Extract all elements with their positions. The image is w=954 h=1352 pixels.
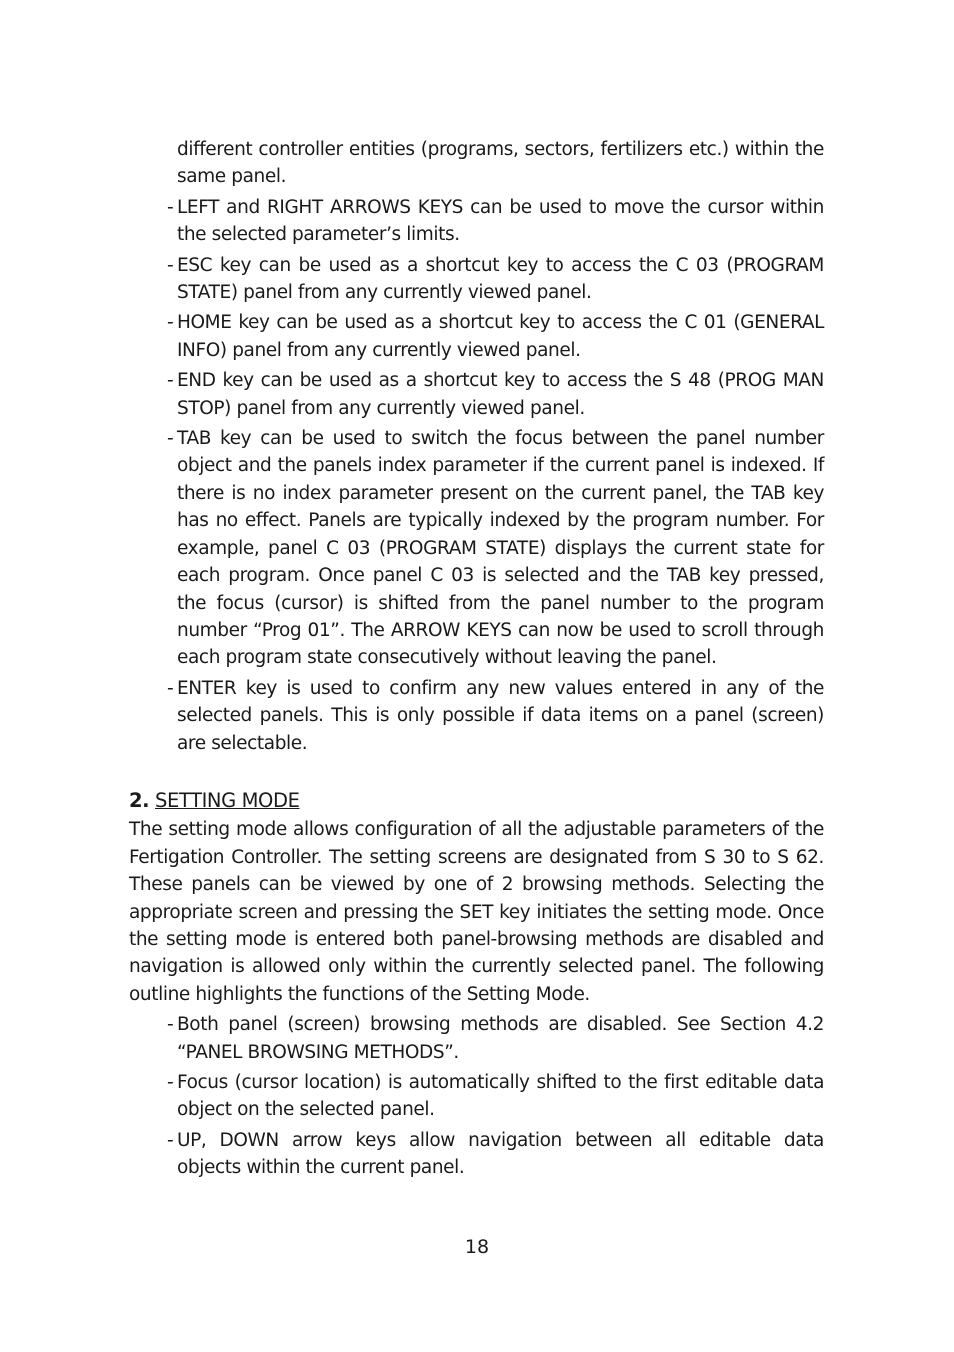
- list-item-end-key: - END key can be used as a shortcut key to access the S 48 (PROG MAN STOP) panel from any currently viewed panel.: [129, 367, 824, 422]
- page-content: [129, 136, 824, 1182]
- list-item-left-right-arrows: - LEFT and RIGHT ARROWS KEYS can be used to move the cursor within the selected parameter’s limits.: [129, 194, 824, 249]
- list-item-enter-key: - ENTER key is used to confirm any new values entered in any of the selected panels. This is only possible if data items on a panel (screen) are selectable.: [129, 675, 824, 757]
- list-item-focus-shift: - Focus (cursor location) is automatically shifted to the first editable data object on the selected panel.: [129, 1069, 824, 1124]
- continued-text: different controller entities (programs, sectors, fertilizers etc.) within the same panel.: [177, 139, 824, 188]
- list-item-home-key: - HOME key can be used as a shortcut key to access the C 01 (GENERAL INFO) panel from any currently viewed panel.: [129, 309, 824, 364]
- section-title: SETTING MODE: [155, 788, 300, 812]
- section-number: 2.: [129, 788, 150, 812]
- section-paragraph: The setting mode allows configuration of all the adjustable parameters of the Fertigation Controller. The setting screens are designated from S 30 to S 62. These panels can be viewed by one of 2 browsing methods. Selecting the appropriate screen and pressing the SET key initiates the setting mode. Once the setting mode is entered both panel-browsing methods are disabled and navigation is allowed only within the currently selected panel. The following outline highlights the functions of the Setting Mode.: [129, 819, 824, 1005]
- list-item-up-down-keys: - UP, DOWN arrow keys allow navigation between all editable data objects within the current panel.: [129, 1127, 824, 1182]
- list-item-browsing-disabled: - Both panel (screen) browsing methods are disabled. See Section 4.2 “PANEL BROWSING METHODS”.: [129, 1011, 824, 1066]
- setting-mode-list: [129, 1011, 824, 1181]
- section-heading: [129, 787, 824, 814]
- browsing-keys-list: [129, 194, 824, 757]
- list-item-tab-key: - TAB key can be used to switch the focus between the panel number object and the panels index parameter if the current panel is indexed. If there is no index parameter present on the current panel, the TAB key has no effect. Panels are typically indexed by the program number. For example, panel C 03 (PROGRAM STATE) displays the current state for each program. Once panel C 03 is selected and the TAB key pressed, the focus (cursor) is shifted from the panel number to the program number “Prog 01”. The ARROW KEYS can now be used to scroll through each program state consecutively without leaving the panel.: [129, 425, 824, 672]
- page-number: 18: [464, 1236, 490, 1258]
- list-item-esc-key: - ESC key can be used as a shortcut key to access the C 03 (PROGRAM STATE) panel from any currently viewed panel.: [129, 252, 824, 307]
